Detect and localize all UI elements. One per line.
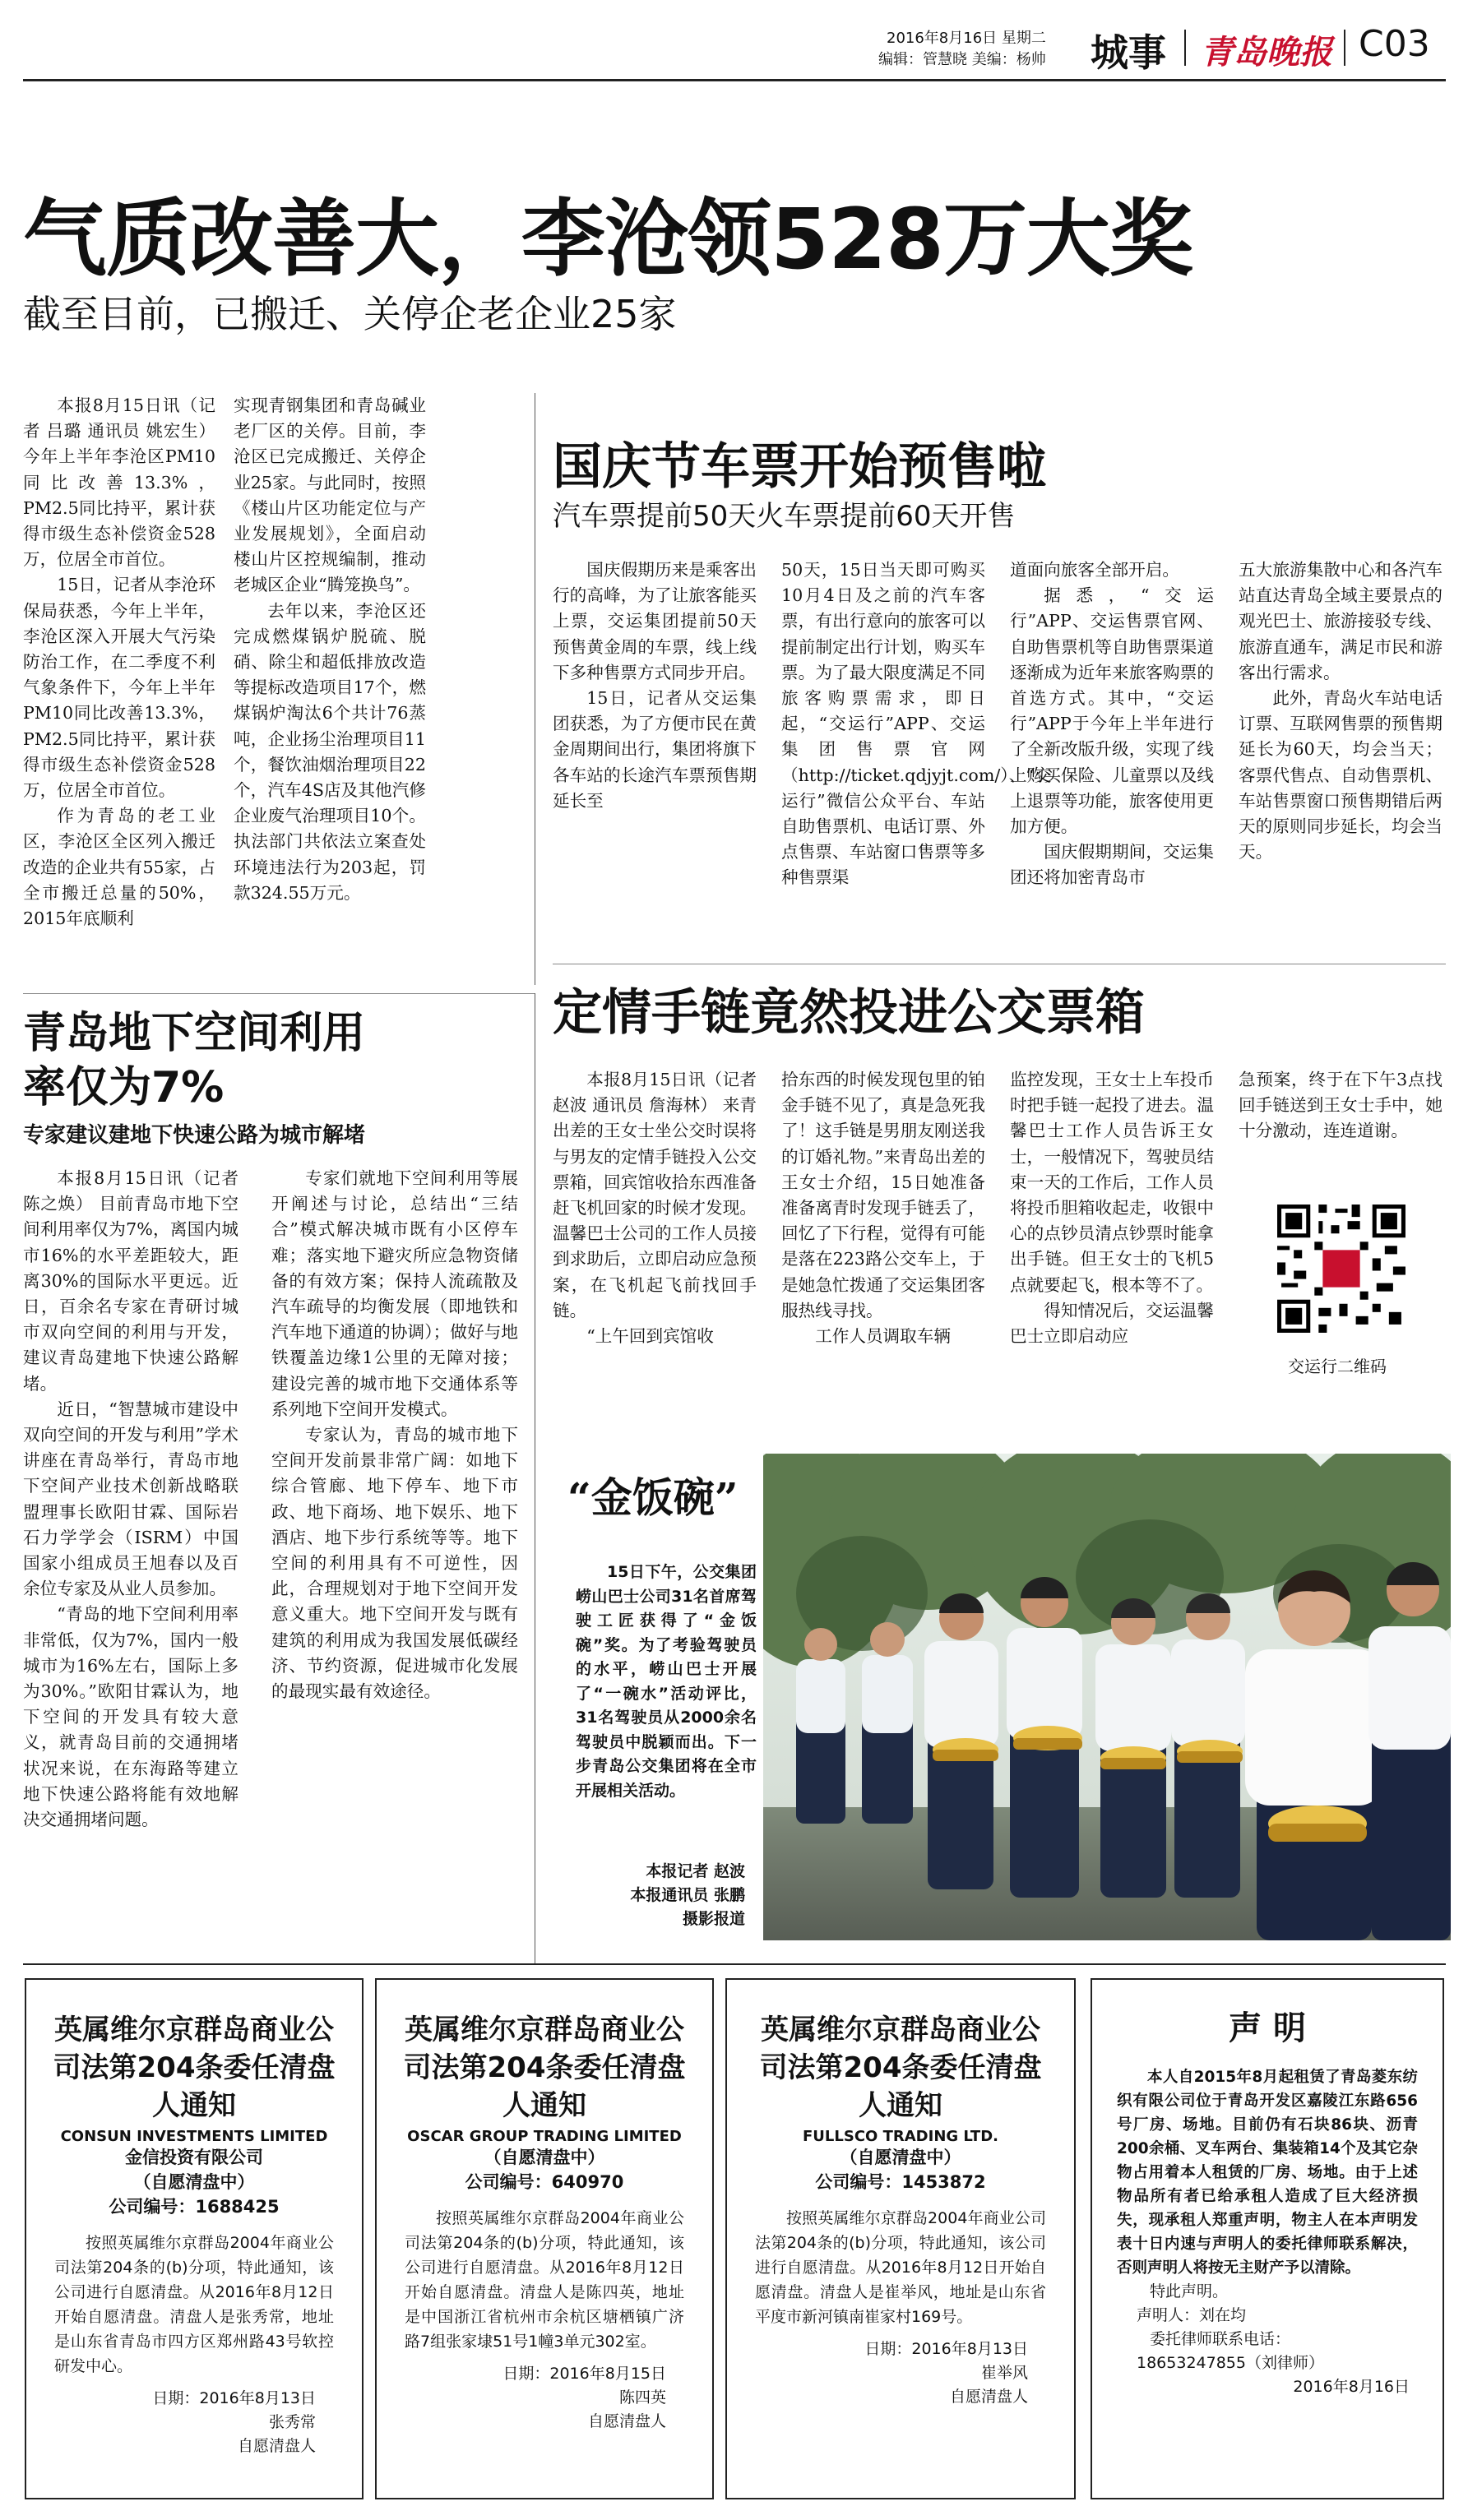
paragraph: 本报8月15日讯（记者 陈之焕） 目前青岛市地下空间利用率仅为7%，离国内城市16%的水平差距较大，距离30%的国际水平更远。近日，百余名专家在青研讨城市双向空间的利用与开发，建议青岛建地下快速公路解堵。 <box>23 1168 238 1394</box>
section-rule <box>23 993 535 994</box>
paragraph: 本报8月15日讯（记者 赵波 通讯员 詹海林） 来青出差的王女士坐公交时误将与男友的定情手链投入公交票箱，回宾馆收拾东西准备赶飞机回家的时候才发现。温馨巴士公司的工作人员接到求助后，立即启动应急预案，在飞机起飞前找回手链。 <box>553 1070 757 1320</box>
statement-contact-label: 委托律师联系电话： <box>1150 2330 1291 2348</box>
notice-company-en: FULLSCO TRADING LTD. <box>803 2128 998 2145</box>
paragraph: 实现青钢集团和青岛碱业老厂区的关停。目前，李沧区已完成搬迁、关停企业25家。与此同时，按照《楼山片区功能定位与产业发展规划》，全面启动楼山片区控规编制，推动老城区企业“腾笼换鸟”。 <box>234 395 426 595</box>
notice-signer: 张秀常 <box>268 2413 316 2431</box>
paragraph: 15日，记者从李沧环保局获悉，今年上半年，李沧区深入开展大气污染防治工作，在二季度不利气象条件下，今年上半年PM10同比改善13.3%，PM2.5同比持平，累计获得市级生态补偿资金528万，位居全市首位。 <box>23 575 215 801</box>
ads-rule <box>23 1963 1446 1965</box>
notice-signer: 崔举风 <box>980 2364 1028 2382</box>
underground-subhead: 专家建议建地下快速公路为城市解堵 <box>23 1123 366 1148</box>
notice-box <box>375 1978 714 2499</box>
photo-credit-label: 摄影报道 <box>682 1910 745 1928</box>
notice-reg-no: 公司编号：1453872 <box>815 2172 986 2192</box>
paragraph: 监控发现，王女士上车投币时把手链一起投了进去。温馨巴士工作人员告诉王女士，一般情况下，驾驶员结束一天的工作后，工作人员将投币胆箱收起走，收银中心的点钞员清点钞票时能拿出手链。但王女士的飞机5点就要起飞，根本等不了。 <box>1010 1070 1214 1295</box>
masthead-editors: 编辑：管慧晓 美编：杨帅 <box>878 51 1046 68</box>
bracelet-column-3 <box>1010 1067 1214 1349</box>
notice-status: （自愿清盘中） <box>484 2148 605 2167</box>
bracelet-headline: 定情手链竟然投进公交票箱 <box>553 984 1145 1042</box>
paragraph: 专家们就地下空间利用等展开阐述与讨论，总结出“三结合”模式解决城市既有小区停车难；落实地下避灾所应急物资储备的有效方案；保持人流疏散及汽车疏导的均衡发展（即地铁和汽车地下通道的协调）；做好与地铁覆盖边缘1公里的无障对接；建设完善的城市地下交通体系等系列地下空间开发模式。 <box>271 1168 518 1419</box>
statement-title: 声 明 <box>1229 2009 1306 2047</box>
statement-date: 2016年8月16日 <box>1293 2378 1410 2396</box>
paragraph: 五大旅游集散中心和各汽车站直达青岛全域主要景点的观光巴士、旅游接驳专线、旅游直通车，满足市民和游客出行需求。 <box>1239 560 1443 682</box>
statement-body: 本人自2015年8月起租赁了青岛菱东纺织有限公司位于青岛开发区嘉陵江东路656号厂房、场地。目前仍有石块86块、沥青200余桶、叉车两台、集装箱14个及其它杂物占用着本人租赁的厂房、场地。由于上述物品所有者已给承租人造成了巨大经济损失，现承租人郑重声明，物主人在本声明发表十日内速与声明人的委托律师联系解决，否则声明人将按无主财产予以清除。 <box>1117 2069 1418 2277</box>
paragraph: 国庆假期历来是乘客出行的高峰，为了让旅客能买上票，交运集团提前50天预售黄金周的车票，线上线下多种售票方式同步开启。 <box>553 560 757 682</box>
photo-credit-correspondent: 本报通讯员 张鹏 <box>630 1886 745 1904</box>
notice-status: （自愿清盘中） <box>840 2148 961 2167</box>
notice-body: 按照英属维尔京群岛2004年商业公司法第204条的(b)分项，特此通知，该公司进行自愿清盘。从2016年8月12日开始自愿清盘。清盘人是陈四英，地址是中国浙江省杭州市余杭区塘栖镇广济路7组张家埭51号1幢3单元302室。 <box>405 2209 684 2351</box>
statement-contact: 18653247855（刘律师） <box>1137 2354 1324 2372</box>
notice-title: 英属维尔京群岛商业公司法第204条委任清盘人通知 <box>403 2014 686 2122</box>
paragraph: 15日，记者从交运集团获悉，为了方便市民在黄金周期间出行，集团将旗下各车站的长途汽车票预售期延长至 <box>553 688 757 811</box>
ticket-column-4 <box>1239 557 1443 865</box>
paragraph: 15日下午，公交集团崂山巴士公司31名首席驾驶工匠获得了“金饭碗”奖。为了考验驾驶员的水平，崂山巴士开展了“一碗水”活动评比，31名驾驶员从2000余名驾驶员中脱颖而出。下一步青岛公交集团将在全市开展相关活动。 <box>576 1563 757 1800</box>
lead-column-2 <box>234 393 426 906</box>
bracelet-column-1 <box>553 1067 757 1349</box>
paragraph: 国庆假期期间，交运集团还将加密青岛市 <box>1010 842 1214 888</box>
paragraph: 此外，青岛火车站电话订票、互联网售票的预售期延长为60天，均会当天；客票代售点、自动售票机、车站售票窗口预售期错后两天的原则同步延长，均会当天。 <box>1239 688 1443 862</box>
paragraph: 本报8月15日讯（记者 吕璐 通讯员 姚宏生） 今年上半年李沧区PM10同比改善13.3%，PM2.5同比持平，累计获得市级生态补偿资金528万，位居全市首位。 <box>23 395 215 570</box>
ticket-column-2 <box>781 557 1052 891</box>
section-name: 城事 <box>1091 30 1166 75</box>
photo-story-text <box>576 1561 757 1803</box>
paragraph: 作为青岛的老工业区，李沧区全区列入搬迁改造的企业共有55家，占全市搬迁总量的50%，2015年底顺利 <box>23 806 215 929</box>
notice-date: 日期：2016年8月13日 <box>864 2340 1028 2358</box>
paragraph: “青岛的地下空间利用率非常低，仅为7%，国内一般城市为16%左右，国际上多为30%。”欧阳甘霖认为，地下空间的开发具有较大意义，就青岛目前的交通拥堵状况来说，在东海路等建立地下快速公路将能有效地解决交通拥堵问题。 <box>23 1604 238 1830</box>
masthead-date: 2016年8月16日 星期二 <box>887 30 1046 47</box>
ticket-column-1 <box>553 557 757 814</box>
notice-reg-no: 公司编号：640970 <box>465 2172 624 2192</box>
notice-date: 日期：2016年8月13日 <box>152 2389 316 2407</box>
bracelet-column-2 <box>781 1067 985 1349</box>
paragraph: 得知情况后，交运温馨巴士立即启动应 <box>1010 1300 1214 1347</box>
paragraph: 拾东西的时候发现包里的铂金手链不见了，真是急死我了！这手链是男朋友刚送我的订婚礼物。”来青岛出差的王女士介绍，15日她准备准备离青时发现手链丢了，回忆了下行程，觉得有可能是落在223路公交车上，于是她急忙拨通了交运集团客服热线寻找。 <box>781 1070 985 1320</box>
notice-title: 英属维尔京群岛商业公司法第204条委任清盘人通知 <box>759 2014 1042 2122</box>
masthead-divider-1 <box>1184 30 1186 66</box>
paragraph: 据悉，“交运行”APP、交运售票官网、自助售票机等自助售票渠道逐渐成为近年来旅客购票的首选方式。其中，“交运行”APP于今年上半年进行了全新改版升级，实现了线上购买保险、儿童票以及线上退票等功能，旅客使用更加方便。 <box>1010 585 1214 837</box>
notice-body: 按照英属维尔京群岛2004年商业公司法第204条的(b)分项，特此通知，该公司进行自愿清盘。从2016年8月12日开始自愿清盘。清盘人是崔举风，地址是山东省平度市新河镇南崔家村169号。 <box>755 2209 1046 2326</box>
masthead-divider-2 <box>1344 30 1345 66</box>
statement-end: 特此声明。 <box>1150 2282 1229 2300</box>
paragraph: 近日，“智慧城市建设中双向空间的开发与利用”学术讲座在青岛举行，青岛市地下空间产业技术创新战略联盟理事长欧阳甘霖、国际岩石力学学会（ISRM）中国国家小组成员王旭春以及百余位专家及从业人员参加。 <box>23 1399 238 1599</box>
notice-reg-no: 公司编号：1688425 <box>109 2197 280 2217</box>
lead-subhead: 截至目前，已搬迁、关停企老企业25家 <box>23 292 677 336</box>
bracelet-column-4 <box>1239 1067 1443 1144</box>
statement-box <box>1091 1978 1444 2499</box>
paragraph: 去年以来，李沧区还完成燃煤锅炉脱硫、脱硝、除尘和超低排放改造等提标改造项目17个，燃煤锅炉淘汰6个共计76蒸吨，企业扬尘治理项目11个，餐饮油烟治理项目22个，汽车4S店及其他汽修企业废气治理项目10个。执法部门共依法立案查处环境违法行为203起，罚款324.55万元。 <box>234 600 426 903</box>
underground-column-1 <box>23 1166 238 1833</box>
ticket-column-3 <box>1010 557 1214 891</box>
qr-caption: 交运行二维码 <box>1288 1357 1387 1376</box>
notice-role: 自愿清盘人 <box>949 2388 1028 2406</box>
paragraph: 工作人员调取车辆 <box>815 1326 951 1347</box>
paragraph: 50天，15日当天即可购买10月4日及之前的汽车客票，有出行意向的旅客可以提前制定出行计划，购买车票。为了最大限度满足不同旅客购票需求，即日起，“交运行”APP、交运集团售票官网（http://ticket.qdjyjt.com/）、“交运行”微信公众平台、车站自助售票机、电话订票、外点售票、车站窗口售票等多种售票渠 <box>781 560 1052 888</box>
notice-body: 按照英属维尔京群岛2004年商业公司法第204条的(b)分项，特此通知，该公司进行自愿清盘。从2016年8月12日开始自愿清盘。清盘人是张秀常，地址是山东省青岛市四方区郑州路43号软控研发中心。 <box>54 2234 334 2375</box>
notice-date: 日期：2016年8月15日 <box>502 2365 666 2383</box>
page-number: C03 <box>1359 23 1430 65</box>
ticket-subhead: 汽车票提前50天火车票提前60天开售 <box>553 500 1016 533</box>
notice-status: （自愿清盘中） <box>133 2172 255 2192</box>
paper-logo: 青岛晚报 <box>1201 33 1332 72</box>
lead-headline: 气质改善大，李沧领528万大奖 <box>23 191 1192 289</box>
notice-title: 英属维尔京群岛商业公司法第204条委任清盘人通知 <box>53 2014 336 2122</box>
notice-role: 自愿清盘人 <box>587 2412 666 2430</box>
paragraph: 急预案，终于在下午3点找回手链送到王女士手中，她十分激动，连连道谢。 <box>1239 1070 1443 1141</box>
paragraph: 道面向旅客全部开启。 <box>1010 560 1179 580</box>
notice-role: 自愿清盘人 <box>237 2437 316 2455</box>
photo-story-title: “金饭碗” <box>567 1473 739 1522</box>
lead-column-1 <box>23 393 215 932</box>
paragraph: 专家认为，青岛的城市地下空间开发前景非常广阔：如地下综合管廊、地下停车、地下市政、地下商场、地下娱乐、地下酒店、地下步行系统等等。地下空间的利用具有不可逆性，因此，合理规划对于地下空间开发意义重大。地下空间开发与既有建筑的利用成为我国发展低碳经济、节约资源，促进城市化发展的最现实最有效途径。 <box>271 1425 518 1702</box>
paragraph: “上午回到宾馆收 <box>586 1326 714 1347</box>
photo-credit-reporter: 本报记者 赵波 <box>646 1862 745 1880</box>
qr-code-icon <box>1273 1200 1410 1337</box>
underground-column-2 <box>271 1166 518 1704</box>
notice-company-en: CONSUN INVESTMENTS LIMITED <box>60 2128 328 2145</box>
notice-company-cn: 金信投资有限公司 <box>125 2148 263 2167</box>
notice-company-en: OSCAR GROUP TRADING LIMITED <box>407 2128 682 2145</box>
ticket-headline: 国庆节车票开始预售啦 <box>553 438 1046 496</box>
masthead-rule <box>23 79 1446 81</box>
photo-bus-drivers <box>763 1454 1451 1940</box>
photo-credit <box>589 1860 745 1931</box>
notice-box <box>25 1978 364 2499</box>
notice-box <box>725 1978 1076 2499</box>
statement-declarer: 声明人：刘在均 <box>1137 2306 1247 2324</box>
underground-headline: 青岛地下空间利用率仅为7% <box>23 1009 366 1112</box>
notice-signer: 陈四英 <box>618 2388 666 2407</box>
